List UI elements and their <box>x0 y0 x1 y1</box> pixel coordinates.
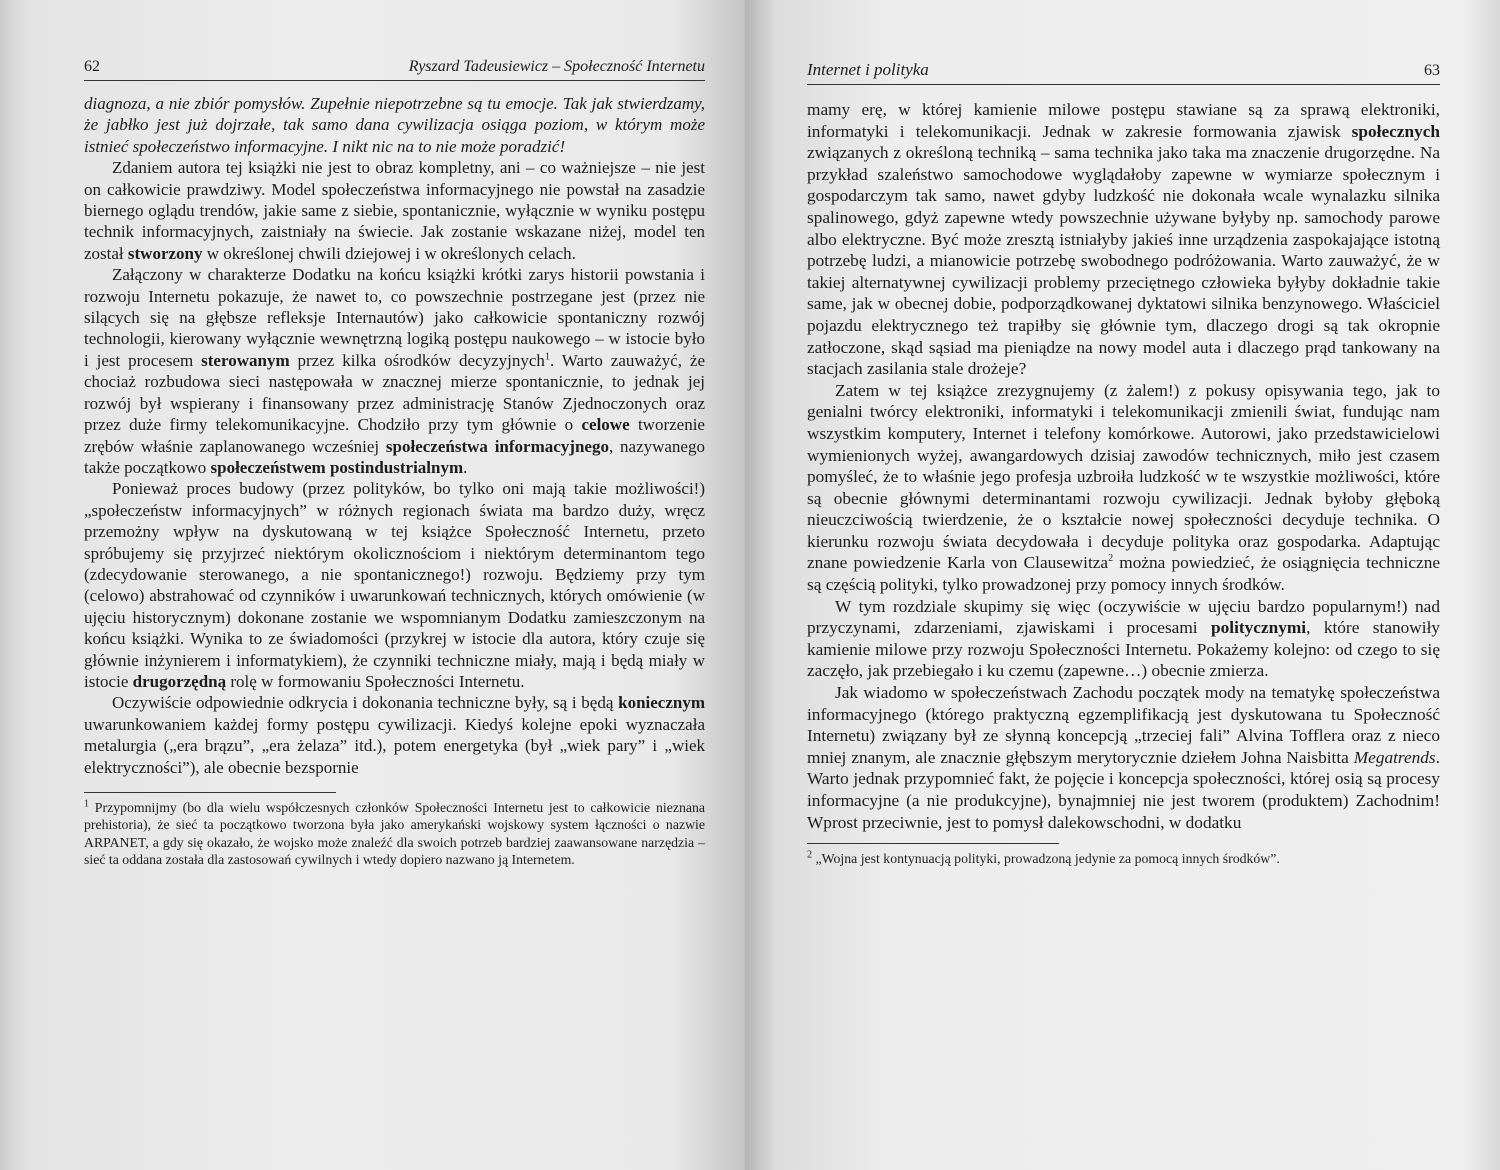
page-number: 62 <box>84 58 100 75</box>
footnote-text: „Wojna jest kontynuacją polityki, prowadzoną jedynie za pomocą innych środków”. <box>812 851 1280 867</box>
bold-text: stworzony <box>127 243 203 263</box>
bold-text: drugorzędną <box>132 671 227 691</box>
text-run: Załączony w charakterze Dodatku na końcu książki krótki zarys historii powstania i rozwoju Internetu pokazuje, że nawet to, co powszechnie postrzegane jest (przez nie silących się na głębsze refleksje Internautów) jako całkowicie spontaniczny rozwój technologii, kierowany wyłącznie wewnętrzną logiką postępu naukowego – w istocie było i jest procesem <box>84 265 705 370</box>
footnote-text: Przypomnijmy (bo dla wielu współczesnych członków Społeczności Internetu jest to całkowicie nieznana prehistoria), że sieć ta początkowo tworzona była jako amerykański wojskowy system łączności o nazwie ARPANET, a gdy się okazało, że wojsko może znaleźć dla swoich potrzeb bardziej zaawansowane narzędzia – sieć ta oddana została dla zastosowań cywilnych i wtedy dopiero nazwano ją Internetem. <box>84 800 705 867</box>
text-run: przez kilka ośrodków decyzyjnych <box>289 350 545 370</box>
paragraph <box>807 682 1440 833</box>
page-number: 63 <box>1424 62 1440 79</box>
left-running-head <box>84 52 705 81</box>
text-run: , nazywanego także początkowo <box>84 436 705 477</box>
paragraph <box>807 596 1440 682</box>
bold-text: sterowanym <box>201 350 290 370</box>
paragraph <box>84 93 705 157</box>
right-body-text <box>807 99 1440 833</box>
footnote-rule <box>807 843 1059 844</box>
paragraph <box>84 264 705 478</box>
running-title: Ryszard Tadeusiewicz – Społeczność Internetu <box>408 58 705 75</box>
bold-text: społecznych <box>1351 121 1440 141</box>
text-run: uwarunkowaniem każdej formy postępu cywilizacji. Kiedyś kolejne epoki wyznaczała metalurgia („era brązu”, „era żelaza” itd.), potem energetyka (był „wiek pary” i „wiek elektryczności”), ale obecnie bezspornie <box>84 714 705 777</box>
paragraph <box>807 380 1440 596</box>
text-run: . Warto jednak przypomnieć fakt, że pojęcie i koncepcja społeczności, której osią są procesy informacyjne (a nie produkcyjne), bynajmniej nie jest tworem (produktem) Zachodnim! Wprost przeciwnie, jest to pomysł dalekowschodni, w dodatku <box>807 747 1440 832</box>
text-run: diagnoza, a nie zbiór pomysłów. Zupełnie niepotrzebne są tu emocje. Tak jak stwierdzamy, że jabłko jest już dojrzałe, tak samo dana cywilizacja osiąga poziom, w którym może istnieć społeczeństwo informacyjne. I nikt nic na to nie może poradzić! <box>84 94 705 156</box>
footnote-mark: 1 <box>84 798 89 810</box>
footnote-reference: 1 <box>544 351 550 363</box>
text-run: Oczywiście odpowiednie odkrycia i dokonania techniczne były, są i będą <box>112 693 619 713</box>
footnote-reference: 2 <box>1108 553 1114 565</box>
text-run: rolę w formowaniu Społeczności Internetu. <box>226 671 525 691</box>
text-run: Zdaniem autora tej książki nie jest to obraz kompletny, ani – co ważniejsze – nie jest on całkowicie prawdziwy. Model społeczeństwa informacyjnego nie powstał na zasadzie biernego oglądu trendów, jakie same z siebie, spontanicznie, wyłącznie w wyniku postępu technik informacyjnych, zaistniały na świecie. Jak zostanie wskazane niżej, model ten został <box>84 158 705 263</box>
text-run: Ponieważ proces budowy (przez polityków, bo tylko oni mają takie możliwości!) „społeczeństw informacyjnych” w różnych regionach świata ma bardzo duży, wręcz przemożny wpływ na dyskutowaną w tej książce Społeczność Internetu, przeto spróbujemy się przyjrzeć niektórym okolicznościom i niektórym determinantom tego (zdecydowanie sterowanego, a nie spontanicznego!) rozwoju. Będziemy przy tym (celowo) abstrahować od czynników i uwarunkowań technicznych, których omówienie (w ujęciu historycznym) dokonane zostanie we wspomnianym Dodatku zamieszczonym na końcu książki. Wynika to ze świadomości (przykrej w istocie dla autora, który czuje się głównie inżynierem i informatykiem), że czynniki techniczne miały, mają i będą miały w istocie <box>84 479 705 691</box>
text-run: W tym rozdziale skupimy się więc (oczywiście w ujęciu bardzo popularnym!) nad przyczynami, zdarzeniami, zjawiskami i procesami <box>807 596 1440 638</box>
footnote <box>84 799 705 868</box>
left-body-text <box>84 93 705 778</box>
footnote <box>807 850 1440 867</box>
paragraph <box>84 478 705 692</box>
text-run: Zatem w tej książce zrezygnujemy (z żalem!) z pokusy opisywania tego, jak to genialni twórcy elektroniki, informatyki i telekomunikacji zmienili świat, fundując nam wszystkim komputery, Internet i telefony komórkowe. Autorowi, jako przedstawicielowi wymienionych wyżej, awangardowych dzisiaj zawodów technicznych, miło jest czasem pomyśleć, że to właśnie jego profesja uzbroiła ludzkość w te wszystkie możliwości, które są obecnie głównymi determinantami rozwoju cywilizacji. Jednak byłoby głęboką nieuczciwością twierdzenie, że o kształcie nowej społeczności decyduje technika. O kierunku rozwoju świata decydowała i decyduje polityka oraz gospodarka. Adaptując znane powiedzenie Karla von Clausewitza <box>807 380 1440 573</box>
text-run: Jak wiadomo w społeczeństwach Zachodu początek mody na tematykę społeczeństwa informacyjnego (którego praktyczną egzemplifikacją jest dyskutowana tu Społeczność Internetu) związany był ze słynną koncepcją „trzeciej fali” Alvina Tofflera oraz z nieco mniej znanym, ale znacznie głębszym merytorycznie dziełem Johna Naisbitta <box>807 683 1440 767</box>
text-run: . Warto zauważyć, że chociaż rozbudowa sieci następowała w znacznej mierze spontanicznie, to jednak jej rozwój był wspierany i finansowany przez administrację Stanów Zjednoczonych oraz przez duże firmy telekomunikacyjne. Chodziło przy tym głównie o <box>84 350 706 435</box>
text-run: związanych z określoną techniką – sama technika jako taka ma znaczenie drugorzędne. Na przykład szaleństwo samochodowe wyglądałoby zapewne w wymiarze społecznym i gospodarczym tak samo, nawet gdyby ludzkość nie dokonała wcale wynalazku silnika spalinowego, gdyż zapewne wtedy powszechnie używane byłyby np. samochody parowe albo elektryczne. Być może zresztą istniałyby jakieś inne urządzenia zaspokajające istotną potrzebę ludzi, a mianowicie potrzebę swobodnego podróżowania. Warto zauważyć, że w takiej alternatywnej cywilizacji problemy przeciętnego człowieka byłyby dokładnie takie same, jak w obecnej dobie, podporządkowanej dyktatowi silnika benzynowego. Właściciel pojazdu elektrycznego też trapiłby się głównie tym, dlaczego drogi są tak okropnie zatłoczone, skąd sąsiad ma pieniądze na nowy model auta i dlaczego prąd tankowany na stacjach zasilania stale drożeje? <box>807 143 1440 379</box>
bold-text: politycznymi <box>1211 618 1307 638</box>
left-page <box>0 0 745 1170</box>
right-page <box>745 0 1500 1170</box>
text-run: mamy erę, w której kamienie milowe postępu stawiane są za sprawą elektroniki, informatyki i telekomunikacji. Jednak w zakresie formowania zjawisk <box>807 100 1440 141</box>
paragraph <box>84 692 705 778</box>
text-run: można powiedzieć, że osiągnięcia techniczne są częścią polityki, tylko prowadzonej przy pomocy innych środków. <box>807 553 1441 595</box>
paragraph <box>84 157 705 264</box>
bold-text: celowe <box>581 415 630 435</box>
footnote-mark: 2 <box>807 849 812 861</box>
right-running-head <box>807 56 1440 85</box>
running-title: Internet i polityka <box>807 60 929 79</box>
text-run: . <box>463 457 468 477</box>
paragraph <box>807 99 1440 380</box>
text-run: , które stanowiły kamienie milowe przy rozwoju Społeczności Internetu. Pokażemy kolejno: od czego to się zaczęło, jak przebiegało i ku czemu (zapewne…) obecnie zmierza. <box>807 618 1441 681</box>
bold-text: koniecznym <box>618 693 705 713</box>
bold-text: społeczeństwa informacyjnego <box>385 436 609 456</box>
italic-text: Megatrends <box>1353 747 1436 767</box>
footnote-rule <box>84 792 336 793</box>
text-run: w określonej chwili dziejowej i w określonych celach. <box>202 243 576 263</box>
text-run: tworzenie zrębów właśnie zaplanowanego wcześniej <box>84 415 705 456</box>
bold-text: społeczeństwem postindustrialnym <box>210 457 464 477</box>
